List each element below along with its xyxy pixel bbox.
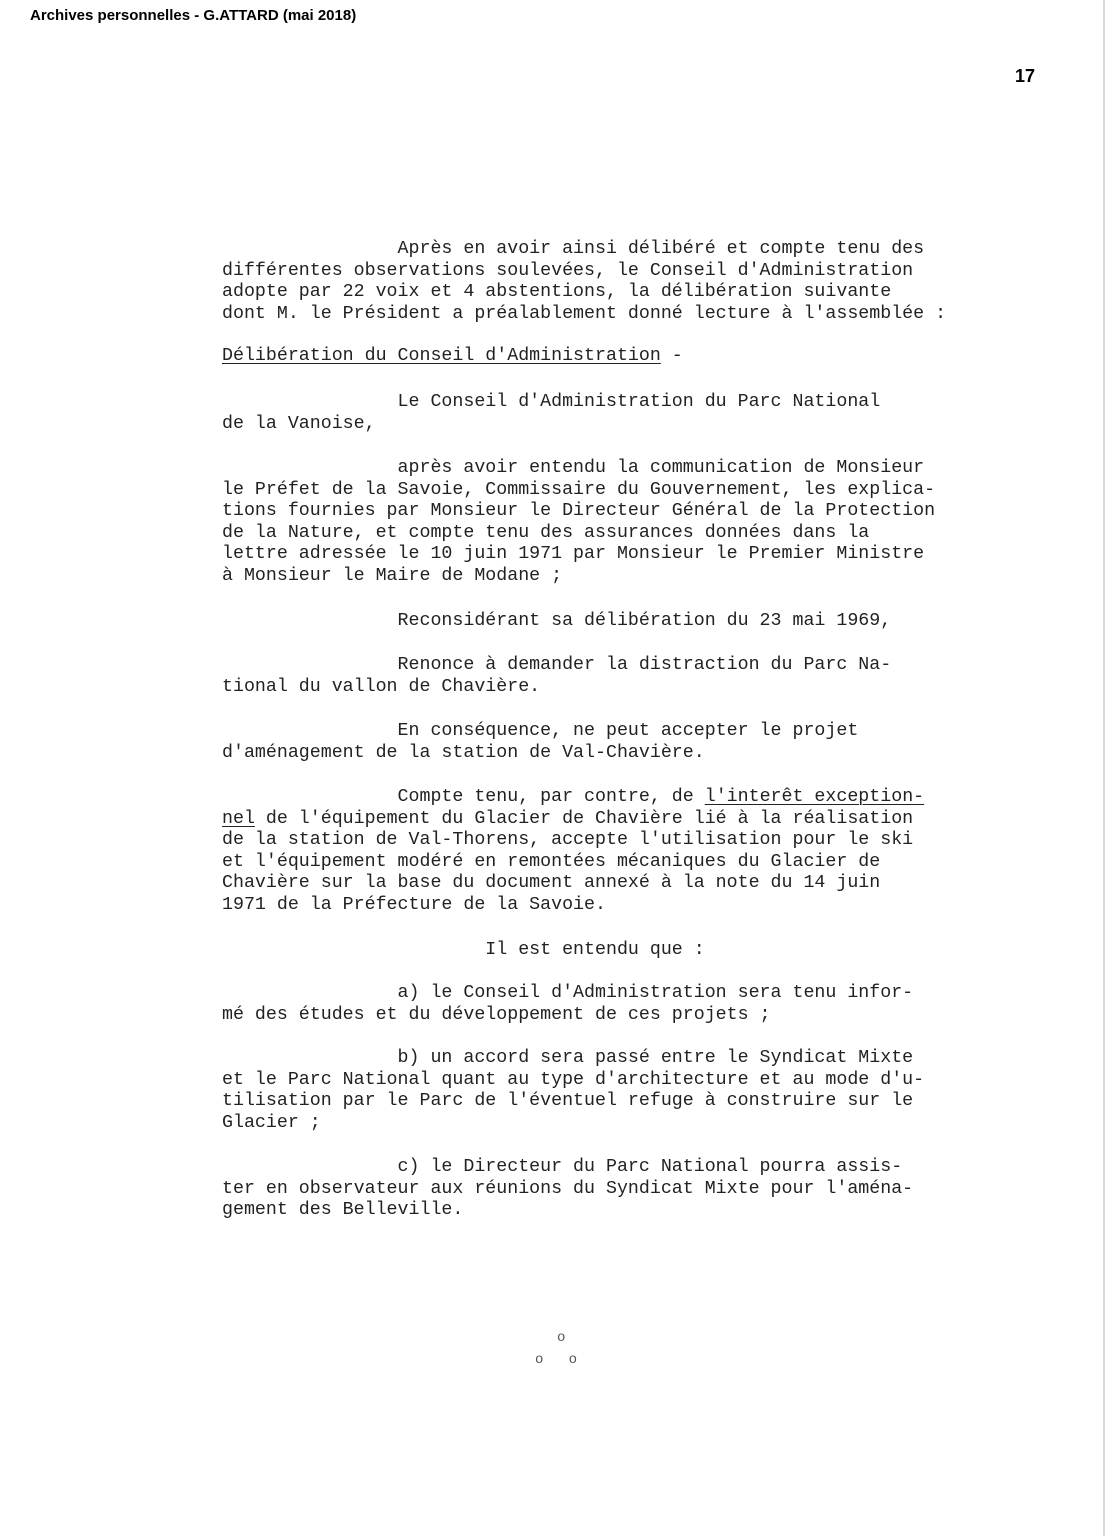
text-line: tional du vallon de Chavière. (222, 676, 541, 697)
text-line: de la station de Val-Thorens, accepte l'utilisation pour le ski (222, 830, 914, 851)
paragraph-communication (222, 458, 935, 588)
archive-header: Archives personnelles - G.ATTARD (mai 2018) (30, 7, 357, 24)
text-line: gement des Belleville. (222, 1200, 464, 1221)
text-line: mé des études et du développement de ces projets ; (222, 1004, 771, 1025)
text-line: En conséquence, ne peut accepter le projet (222, 721, 859, 741)
text-line: après avoir entendu la communication de Monsieur (222, 458, 925, 478)
text-line: adopte par 22 voix et 4 abstentions, la délibération suivante (222, 282, 892, 303)
text-line: tilisation par le Parc de l'éventuel refuge à construire sur le (222, 1091, 914, 1112)
text-line: dont M. le Président a préalablement donné lecture à l'assemblée : (222, 303, 947, 324)
paragraph-glacier (222, 787, 924, 917)
text-line: Il est entendu que : (222, 940, 705, 960)
page-number: 17 (1015, 66, 1036, 86)
paragraph-understood (222, 940, 705, 962)
text-line: Reconsidérant sa délibération du 23 mai 1969, (222, 611, 892, 631)
text-line: ter en observateur aux réunions du Syndicat Mixte pour l'aména- (222, 1178, 914, 1199)
text-line: Après en avoir ainsi délibéré et compte tenu des (222, 239, 925, 259)
text-line: différentes observations soulevées, le Conseil d'Administration (222, 260, 914, 281)
text-line: et l'équipement modéré en remontées mécaniques du Glacier de (222, 851, 881, 872)
text-line: et le Parc National quant au type d'architecture et au mode d'u- (222, 1069, 925, 1090)
text-line: le Préfet de la Savoie, Commissaire du Gouvernement, les explica- (222, 479, 936, 500)
paragraph-consequence (222, 721, 858, 764)
text-line: Glacier ; (222, 1112, 321, 1133)
text-line: Chavière sur la base du document annexé à la note du 14 juin (222, 873, 881, 894)
list-item-c (222, 1157, 913, 1222)
text-line: Le Conseil d'Administration du Parc National (222, 392, 881, 412)
text-line: 1971 de la Préfecture de la Savoie. (222, 894, 606, 915)
text-line: d'aménagement de la station de Val-Chavière. (222, 742, 705, 763)
list-item-b (222, 1048, 924, 1134)
list-item-a (222, 983, 913, 1026)
heading-dash: - (660, 346, 683, 366)
text-line: Renonce à demander la distraction du Parc Na- (222, 655, 892, 675)
paragraph-renounce (222, 655, 891, 698)
text-line: a) le Conseil d'Administration sera tenu infor- (222, 983, 914, 1003)
paragraph-intro (222, 239, 946, 325)
text-line: de la Nature, et compte tenu des assurances données dans la (222, 522, 870, 543)
paragraph-reconsidering (222, 611, 891, 633)
underlined-text: nel (222, 808, 255, 829)
text-line: de l'équipement du Glacier de Chavière lié à la réalisation (254, 808, 914, 829)
text-line: de la Vanoise, (222, 413, 376, 434)
text-line: tions fournies par Monsieur le Directeur Général de la Protection (222, 501, 936, 522)
text-line: à Monsieur le Maire de Modane ; (222, 565, 563, 586)
page-edge (1103, 0, 1105, 1536)
text-line: b) un accord sera passé entre le Syndicat Mixte (222, 1048, 914, 1068)
text-line: lettre adressée le 10 juin 1971 par Monsieur le Premier Ministre (222, 544, 925, 565)
paragraph-council (222, 392, 880, 435)
end-mark-top: o (557, 1330, 566, 1346)
underlined-text: l'interêt exception- (704, 787, 925, 807)
text-line: c) le Directeur du Parc National pourra assis- (222, 1157, 903, 1177)
text-line: Compte tenu, par contre, de (222, 787, 705, 807)
end-mark-bottom: o o (535, 1352, 578, 1368)
deliberation-heading (222, 346, 683, 368)
heading-title: Délibération du Conseil d'Administration (222, 346, 661, 366)
